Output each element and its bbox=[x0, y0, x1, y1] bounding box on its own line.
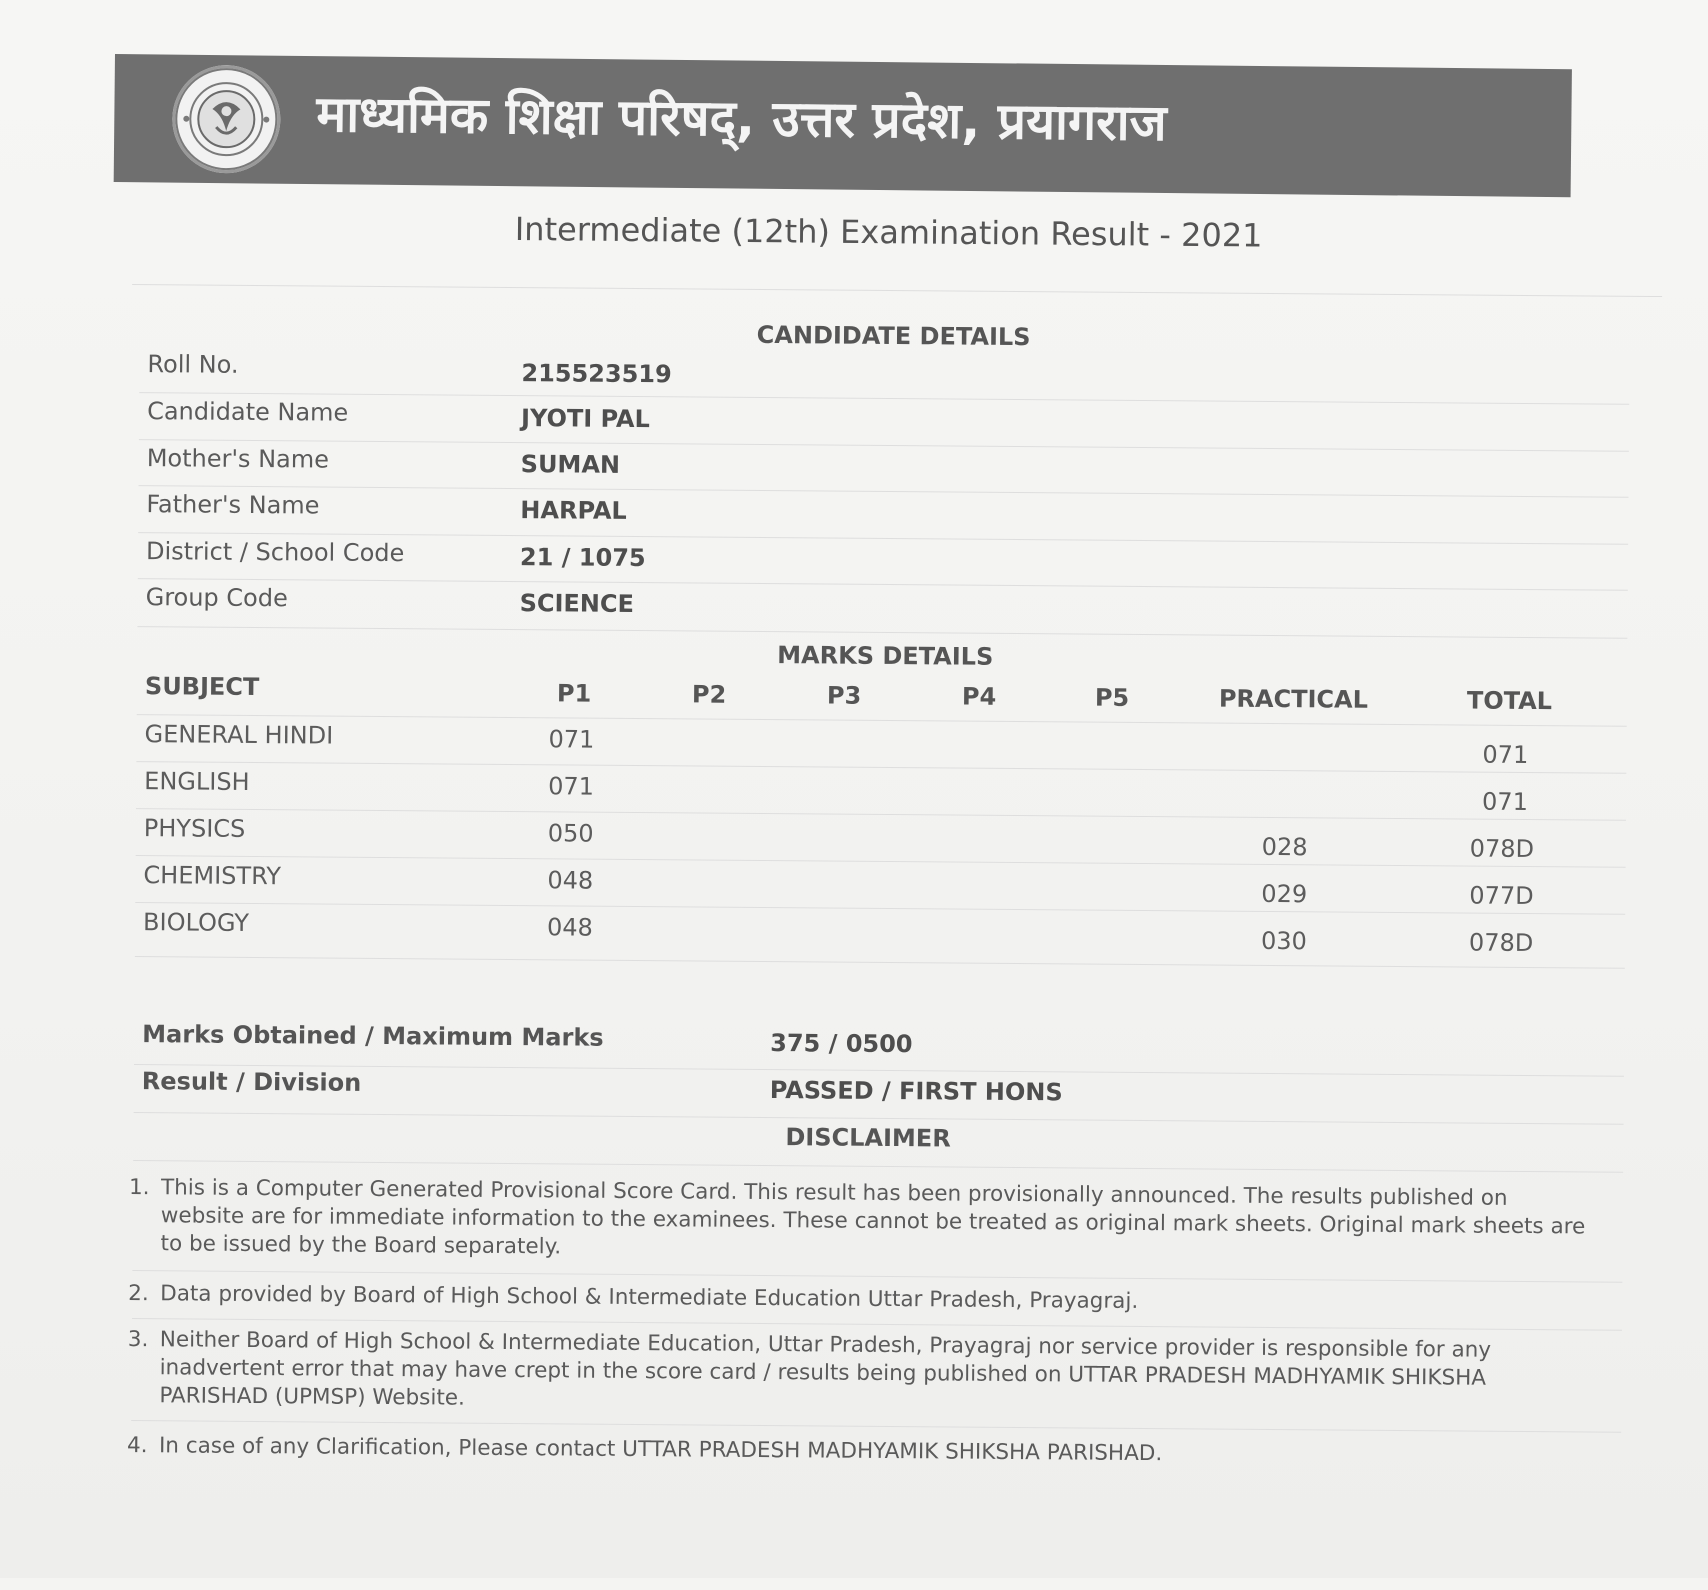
board-name-hindi: माध्यमिक शिक्षा परिषद्, उत्तर प्रदेश, प्रयागराज bbox=[316, 85, 1168, 153]
p1-cell: 050 bbox=[547, 819, 594, 848]
mothers-name-label: Mother's Name bbox=[146, 444, 330, 474]
total-cell: 071 bbox=[1482, 740, 1529, 769]
group-code-value: SCIENCE bbox=[519, 589, 635, 618]
subject-cell: PHYSICS bbox=[143, 814, 246, 843]
exam-title: Intermediate (12th) Examination Result - 2021 bbox=[514, 210, 1263, 255]
p1-cell: 071 bbox=[548, 725, 595, 754]
group-code-label: Group Code bbox=[145, 583, 288, 613]
subject-cell: ENGLISH bbox=[144, 767, 250, 796]
column-header-p2: P2 bbox=[691, 680, 727, 709]
p1-cell: 048 bbox=[546, 913, 594, 942]
column-header-practical: PRACTICAL bbox=[1218, 684, 1369, 714]
marks-details-heading: MARKS DETAILS bbox=[777, 641, 994, 671]
total-cell: 078D bbox=[1469, 834, 1535, 864]
column-header-p3: P3 bbox=[826, 681, 862, 710]
disclaimer-item: 4. In case of any Clarification, Please contact UTTAR PRADESH MADHYAMIK SHIKSHA PARISHAD. bbox=[126, 1433, 1163, 1467]
subject-cell: BIOLOGY bbox=[143, 908, 250, 937]
roll-no-value: 215523519 bbox=[521, 359, 672, 389]
subject-cell: GENERAL HINDI bbox=[144, 720, 334, 750]
subject-cell: CHEMISTRY bbox=[143, 861, 282, 891]
district-school-code-value: 21 / 1075 bbox=[519, 543, 646, 573]
mothers-name-value: SUMAN bbox=[520, 450, 621, 479]
candidate-name-value: JYOTI PAL bbox=[520, 404, 650, 434]
disclaimer-item: 1. This is a Computer Generated Provisional Score Card. This result has been provisionally announced. The results published on website are for immediate information to the examinees. These cannot be treated as original mark sheets. Original mark sheets are to be issued by the Board separately. bbox=[128, 1175, 1586, 1260]
disclaimer-heading: DISCLAIMER bbox=[785, 1123, 951, 1153]
marks-obtained-label: Marks Obtained / Maximum Marks bbox=[142, 1020, 604, 1052]
column-header-p1: P1 bbox=[556, 679, 592, 708]
p1-cell: 048 bbox=[547, 866, 594, 895]
district-school-code-label: District / School Code bbox=[145, 537, 405, 568]
practical-cell: 029 bbox=[1261, 879, 1308, 909]
candidate-name-label: Candidate Name bbox=[147, 397, 349, 427]
roll-no-label: Roll No. bbox=[147, 350, 239, 379]
total-cell: 077D bbox=[1469, 881, 1534, 911]
total-cell: 071 bbox=[1481, 787, 1529, 816]
column-header-p4: P4 bbox=[961, 682, 997, 711]
column-header-p5: P5 bbox=[1094, 683, 1130, 712]
practical-cell: 030 bbox=[1260, 926, 1307, 956]
practical-cell: 028 bbox=[1261, 832, 1308, 862]
total-cell: 078D bbox=[1468, 928, 1534, 958]
fathers-name-label: Father's Name bbox=[146, 490, 320, 520]
column-header-total: TOTAL bbox=[1466, 686, 1553, 716]
column-header-subject: SUBJECT bbox=[144, 672, 260, 702]
disclaimer-item: 3. Neither Board of High School & Intermediate Education, Uttar Pradesh, Prayagraj nor service provider is responsible for any inadvertent error that may have crept in the score card / results being published on UTTAR PRADESH MADHYAMIK SHIKSHA PARISHAD (UPMSP) Website. bbox=[127, 1327, 1492, 1411]
fathers-name-value: HARPAL bbox=[520, 496, 627, 525]
result-division-label: Result / Division bbox=[141, 1067, 362, 1097]
result-division-value: PASSED / FIRST HONS bbox=[769, 1076, 1063, 1107]
p1-cell: 071 bbox=[548, 772, 595, 801]
disclaimer-item: 2. Data provided by Board of High School & Intermediate Education Uttar Pradesh, Prayagraj. bbox=[128, 1281, 1139, 1314]
marks-obtained-value: 375 / 0500 bbox=[770, 1029, 913, 1059]
candidate-details-heading: CANDIDATE DETAILS bbox=[756, 320, 1031, 352]
